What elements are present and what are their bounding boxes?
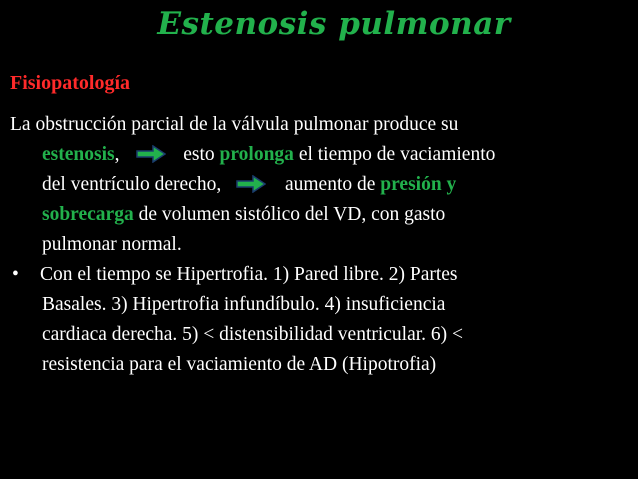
term-prolonga: prolonga (219, 144, 294, 165)
term-presion: presión y (380, 174, 457, 195)
paragraph-line-4 (10, 200, 610, 230)
right-arrow-icon (136, 145, 166, 163)
paragraph-line-5 (10, 230, 610, 260)
section-subtitle: Fisiopatología (10, 72, 131, 94)
text-segment: aumento de (284, 174, 381, 195)
bullet-icon: • (12, 264, 19, 285)
text-segment: el tiempo de vaciamiento (293, 144, 496, 165)
right-arrow-icon (236, 175, 266, 193)
text-segment: del ventrículo derecho, (42, 174, 222, 195)
paragraph-line-1 (10, 110, 610, 140)
text-segment: cardiaca derecha. 5) < distensibilidad ventricular. 6) < (42, 324, 464, 345)
text-segment: esto (183, 144, 220, 165)
bullet-line-2 (10, 290, 610, 320)
text-segment: pulmonar normal. (42, 234, 182, 255)
text-segment: Basales. 3) Hipertrofia infundíbulo. 4) insuficiencia (42, 294, 446, 315)
slide-body (10, 110, 610, 380)
bullet-line-3 (10, 320, 610, 350)
text-segment: de volumen sistólico del VD, con gasto (133, 204, 446, 225)
slide-title: Estenosis pulmonar (157, 6, 511, 42)
text-segment: resistencia para el vaciamiento de AD (Hipotrofia) (42, 354, 437, 375)
bullet-line-1 (10, 260, 610, 290)
term-estenosis: estenosis (42, 144, 115, 165)
text-segment: Con el tiempo se Hipertrofia. 1) Pared libre. 2) Partes (40, 264, 458, 285)
text-segment: La obstrucción parcial de la válvula pulmonar produce su (10, 114, 459, 135)
text-segment: , (114, 144, 120, 165)
paragraph-line-2 (10, 140, 610, 170)
bullet-line-4 (10, 350, 610, 380)
paragraph-line-3 (10, 170, 610, 200)
term-sobrecarga: sobrecarga (42, 204, 134, 225)
